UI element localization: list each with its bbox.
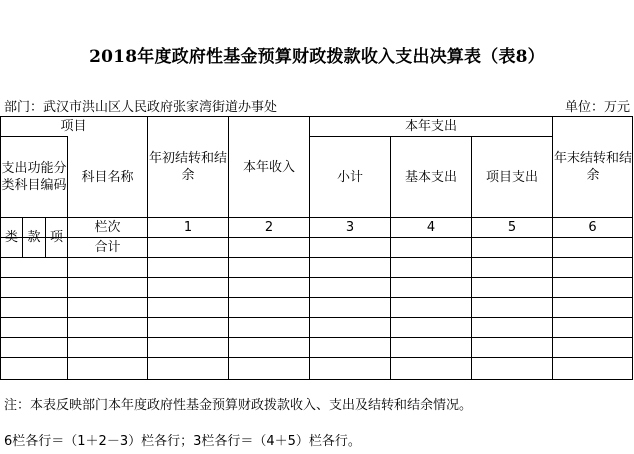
column-number: 6 <box>588 220 597 235</box>
note-1: 注：本表反映部门本年度政府性基金预算财政拨款收入、支出及结转和结余情况。 <box>4 398 473 413</box>
header-subtotal: 小计 <box>336 169 363 185</box>
note-2: 6栏各行＝（1＋2－3）栏各行；3栏各行＝（4＋5）栏各行。 <box>4 434 361 449</box>
header-func-code: 支出功能分类科目编码 <box>1 161 67 193</box>
header-project: 项目 <box>60 119 87 134</box>
column-number: 2 <box>264 220 274 235</box>
header-expenditure-group: 本年支出 <box>404 119 457 134</box>
header-section: 款 <box>27 230 41 245</box>
header-ending-balance: 年末结转和结余 <box>554 151 633 183</box>
header-item: 项 <box>49 230 63 245</box>
header-subject-name: 科目名称 <box>81 169 134 185</box>
department-label: 部门：武汉市洪山区人民政府张家湾街道办事处 <box>4 100 278 115</box>
page-title: 2018年度政府性基金预算财政拨款收入支出决算表（表8） <box>89 47 545 67</box>
header-project-expenditure: 项目支出 <box>485 169 538 185</box>
header-class: 类 <box>4 230 18 245</box>
column-number: 1 <box>183 220 193 235</box>
column-number: 3 <box>345 220 355 235</box>
column-number: 4 <box>426 220 436 235</box>
row-column-label: 栏次 <box>94 220 121 235</box>
header-beginning-balance: 年初结转和结余 <box>149 151 228 183</box>
unit-label: 单位：万元 <box>564 100 630 115</box>
row-total-label: 合计 <box>94 240 121 255</box>
header-income: 本年收入 <box>242 159 295 175</box>
header-basic-expenditure: 基本支出 <box>404 169 457 185</box>
column-number: 5 <box>507 220 517 235</box>
